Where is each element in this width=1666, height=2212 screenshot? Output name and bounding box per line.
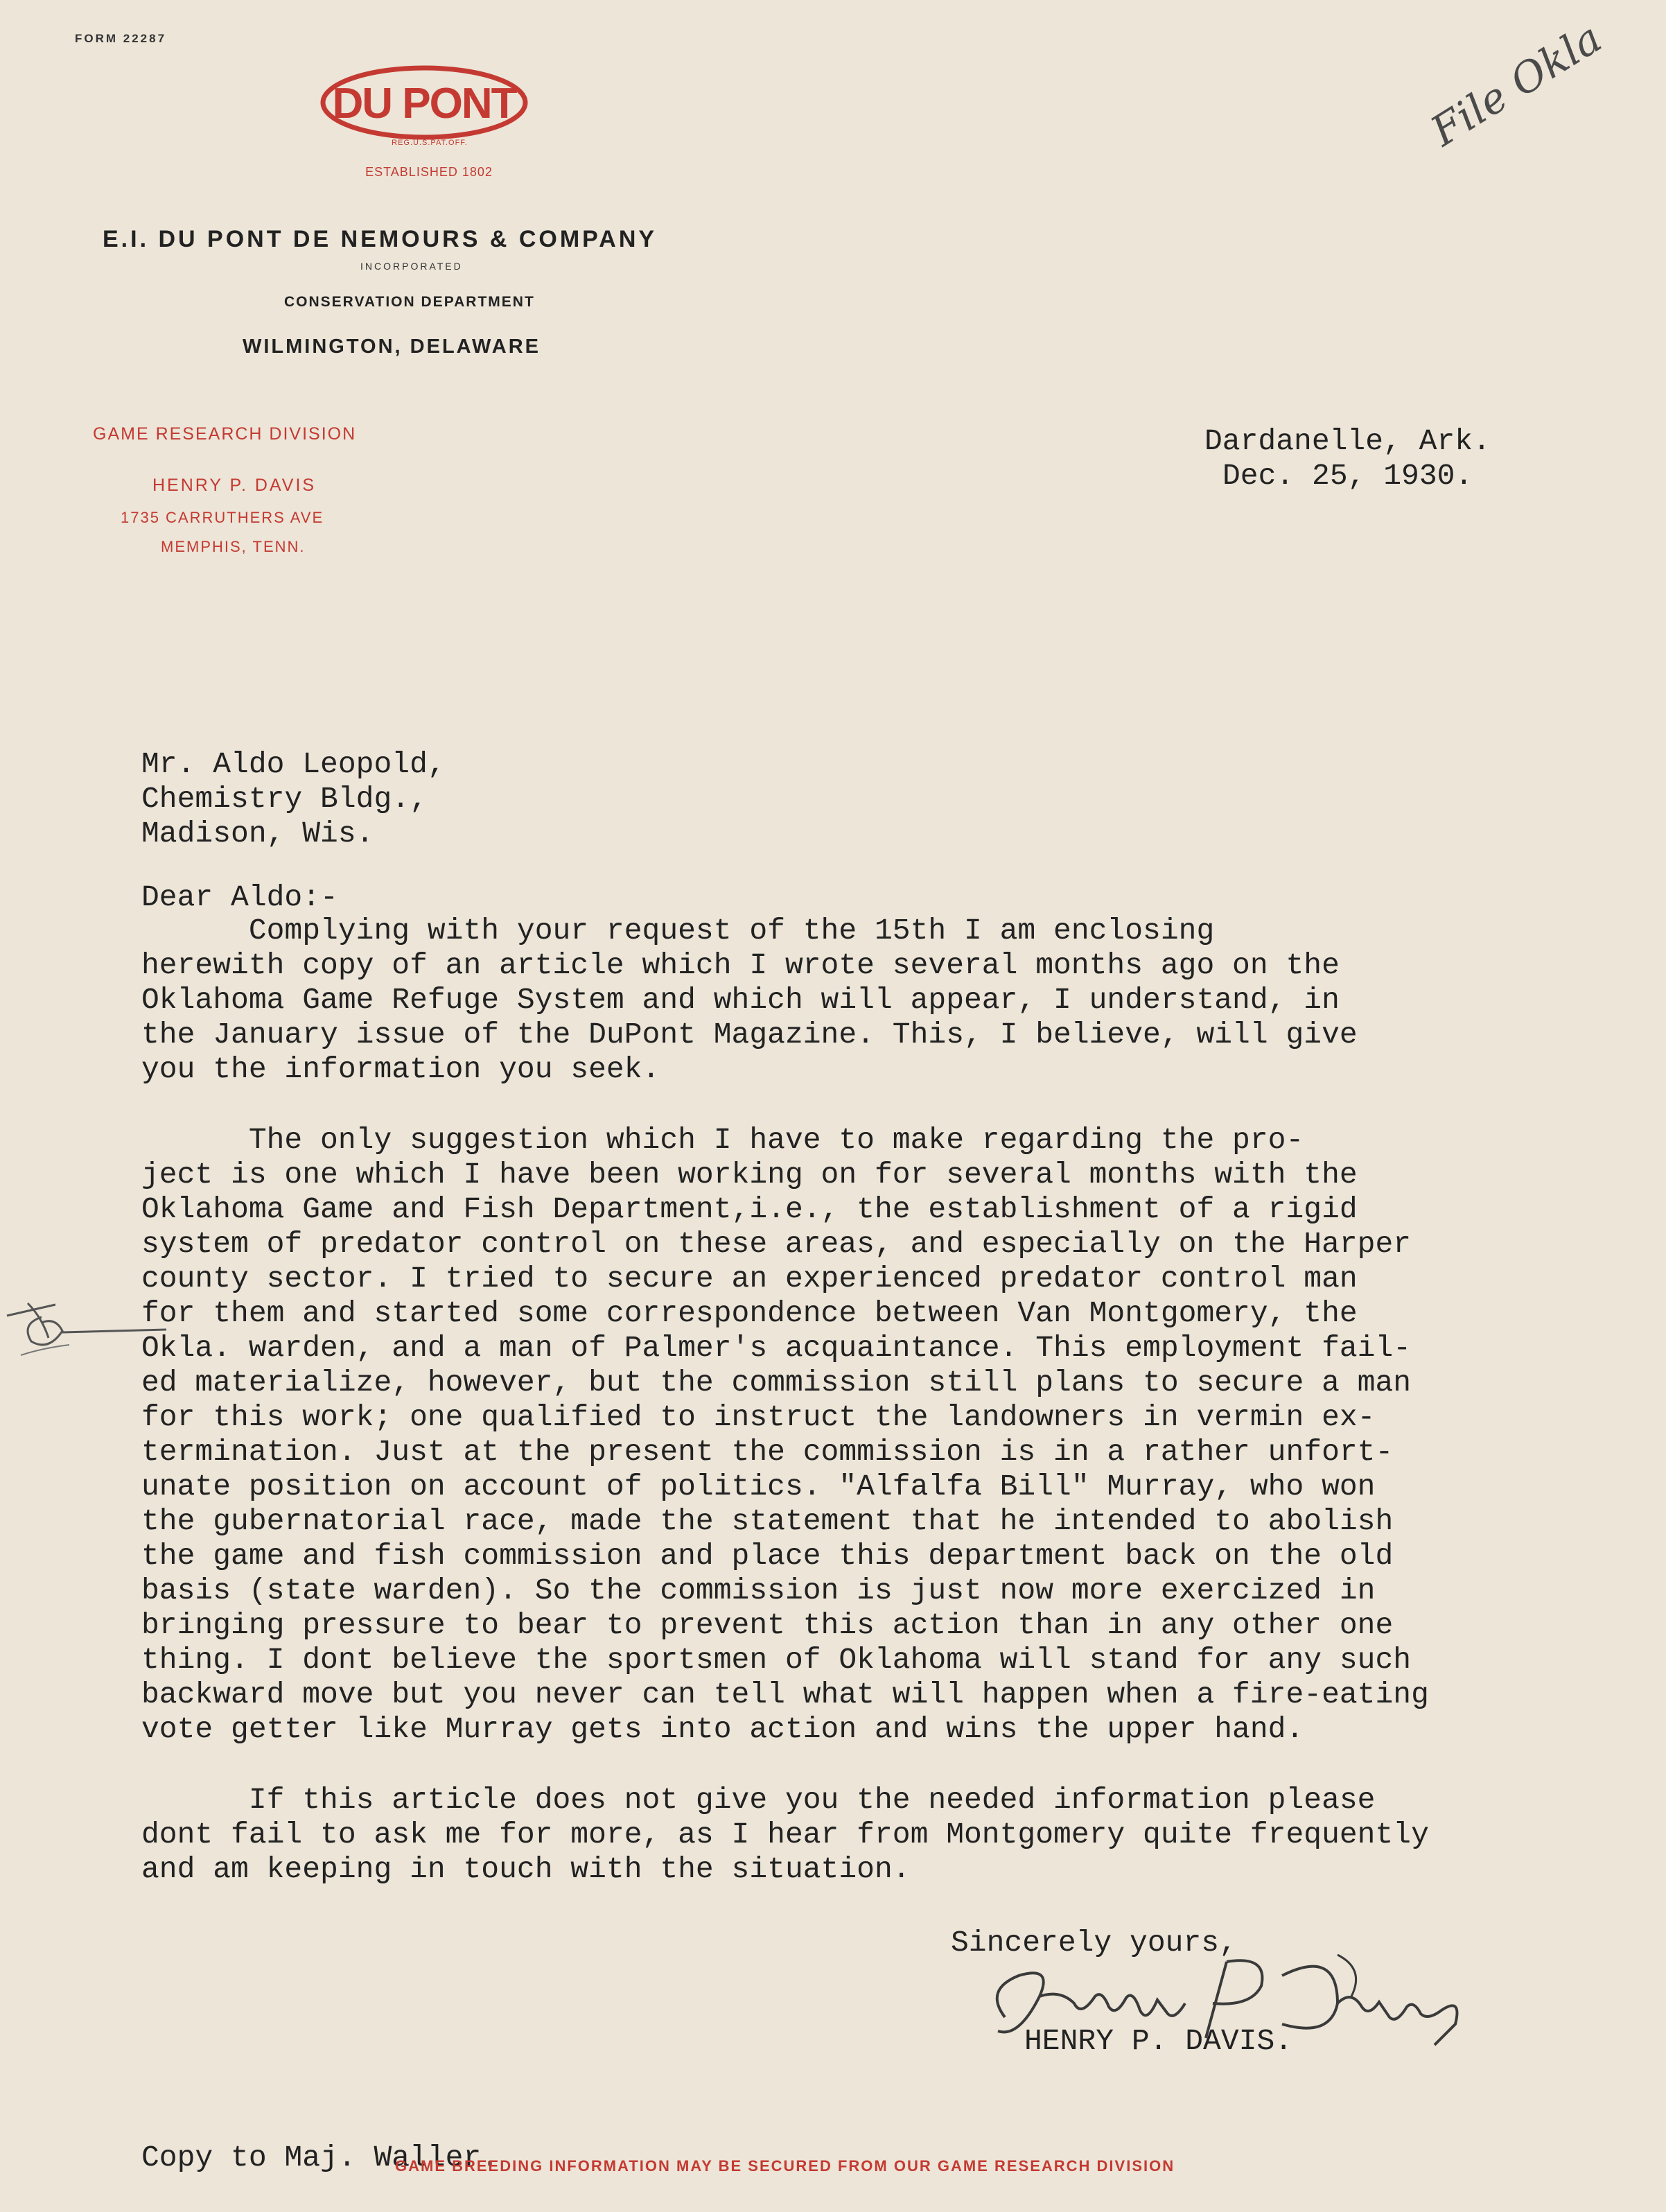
established-line: ESTABLISHED 1802 — [365, 165, 493, 179]
body-line: system of predator control on these areas, and especially on the Harper — [141, 1227, 1412, 1261]
body-line: for this work; one qualified to instruct the landowners in vermin ex- — [141, 1400, 1376, 1434]
logo-registration: REG.U.S.PAT.OFF. — [392, 139, 468, 147]
division-person: HENRY P. DAVIS — [152, 476, 317, 495]
company-name: E.I. DU PONT DE NEMOURS & COMPANY — [103, 226, 658, 252]
body-line: vote getter like Murray gets into action and wins the upper hand. — [141, 1712, 1304, 1746]
body-line: thing. I dont believe the sportsmen of Oklahoma will stand for any such — [141, 1643, 1412, 1677]
body-line: backward move but you never can tell what will happen when a fire-eating — [141, 1678, 1429, 1712]
body-line: unate position on account of politics. "Alfalfa Bill" Murray, who won — [141, 1470, 1376, 1504]
recipient-line: Mr. Aldo Leopold, — [141, 747, 446, 781]
recipient-line: Chemistry Bldg., — [141, 782, 428, 816]
dupont-logo — [320, 64, 528, 147]
body-line: county sector. I tried to secure an experienced predator control man — [141, 1262, 1358, 1296]
copy-to-line: Copy to Maj. Waller. — [141, 2141, 500, 2175]
body-line: termination. Just at the present the commission is in a rather unfort- — [141, 1435, 1394, 1469]
body-line: bringing pressure to bear to prevent this action than in any other one — [141, 1608, 1394, 1642]
body-line: If this article does not give you the needed information please — [141, 1783, 1376, 1817]
body-line: the gubernatorial race, made the statement that he intended to abolish — [141, 1504, 1394, 1538]
margin-pencil-mark — [0, 1289, 194, 1373]
division-name: GAME RESEARCH DIVISION — [93, 424, 357, 444]
dateline-place: Dardanelle, Ark. — [1204, 424, 1491, 458]
dateline-date: Dec. 25, 1930. — [1222, 459, 1473, 493]
footer-notice: GAME BREEDING INFORMATION MAY BE SECURED FROM OUR GAME RESEARCH DIVISION — [395, 2157, 1175, 2175]
body-line: you the information you seek. — [141, 1052, 660, 1086]
recipient-line: Madison, Wis. — [141, 817, 374, 851]
body-line: dont fail to ask me for more, as I hear from Montgomery quite frequently — [141, 1818, 1429, 1852]
department-name: CONSERVATION DEPARTMENT — [284, 294, 535, 310]
body-line: the January issue of the DuPont Magazine. This, I believe, will give — [141, 1018, 1358, 1052]
body-line: and am keeping in touch with the situation. — [141, 1852, 911, 1886]
body-line: herewith copy of an article which I wrote several months ago on the — [141, 948, 1340, 982]
division-address: 1735 CARRUTHERS AVE — [121, 509, 324, 526]
body-line: for them and started some correspondence between Van Montgomery, the — [141, 1296, 1358, 1330]
body-line: Oklahoma Game and Fish Department,i.e., the establishment of a rigid — [141, 1192, 1358, 1226]
body-line: Oklahoma Game Refuge System and which will appear, I understand, in — [141, 983, 1340, 1017]
division-city: MEMPHIS, TENN. — [161, 538, 306, 555]
salutation: Dear Aldo:- — [141, 880, 338, 914]
closing: Sincerely yours, — [951, 1926, 1237, 1960]
body-line: the game and fish commission and place this department back on the old — [141, 1539, 1394, 1573]
body-line: basis (state warden). So the commission is just now more exercized in — [141, 1574, 1376, 1608]
body-line: Okla. warden, and a man of Palmer's acquaintance. This employment fail- — [141, 1331, 1412, 1365]
body-line: The only suggestion which I have to make regarding the pro- — [141, 1123, 1304, 1157]
body-line: ed materialize, however, but the commission still plans to secure a man — [141, 1366, 1412, 1400]
typed-signature-name: HENRY P. DAVIS. — [1024, 2024, 1293, 2058]
body-line: ject is one which I have been working on for several months with the — [141, 1158, 1358, 1192]
logo-text: DU PONT — [332, 80, 516, 128]
incorporated-label: INCORPORATED — [360, 261, 463, 272]
company-location: WILMINGTON, DELAWARE — [243, 336, 541, 358]
handwritten-file-note: File Okla — [1422, 13, 1611, 156]
body-line: Complying with your request of the 15th I am enclosing — [141, 914, 1215, 948]
form-number: FORM 22287 — [75, 32, 167, 45]
